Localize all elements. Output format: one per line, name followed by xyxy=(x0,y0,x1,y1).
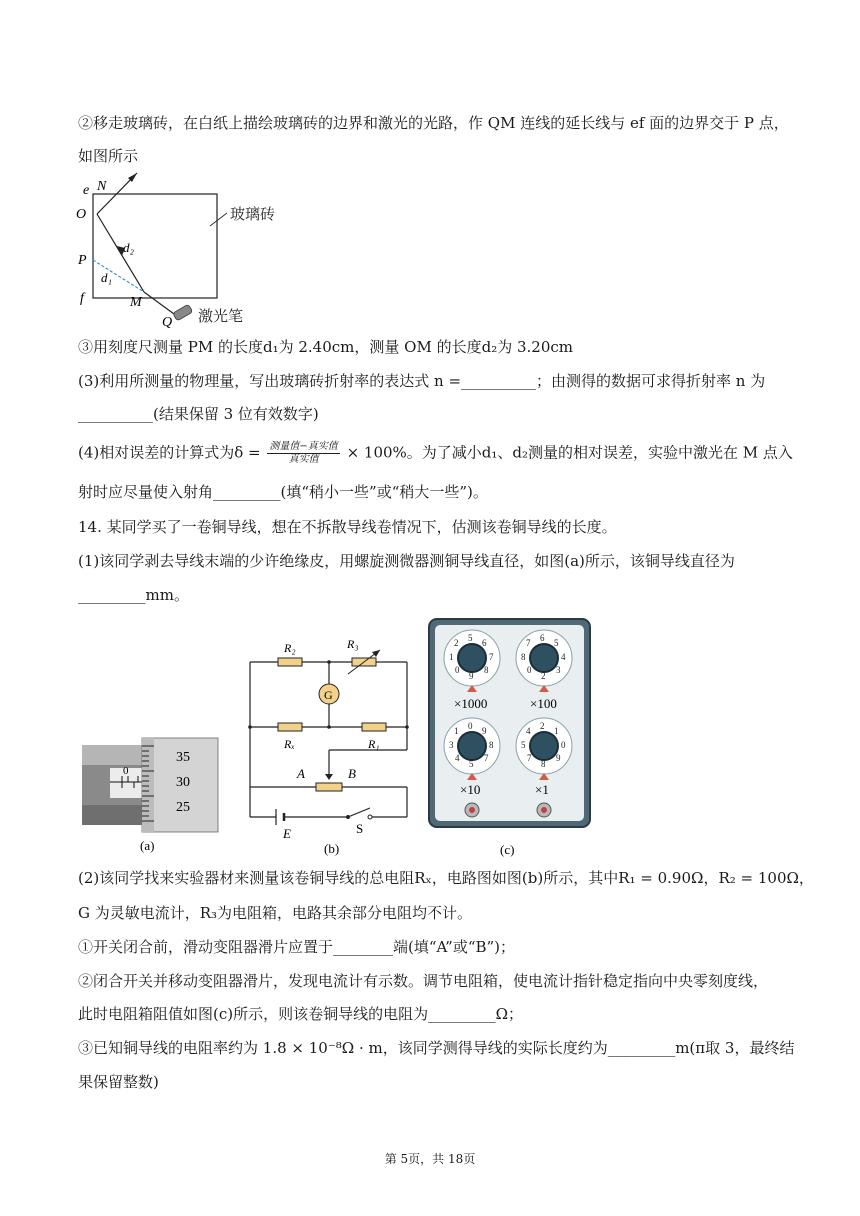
thimble-mark-30: 30 xyxy=(176,775,190,790)
fraction-denominator: 真实值 xyxy=(288,454,319,465)
q14-part1-line1: (1)该同学剥去导线末端的少许绝缘皮，用螺旋测微器测铜导线直径，如图(a)所示，该铜导线直径为 xyxy=(78,552,735,570)
glass-brick-diagram xyxy=(70,168,300,328)
svg-text:3: 3 xyxy=(556,665,561,675)
q14-step3-line1: ③已知铜导线的电阻率约为 1.8 × 10⁻⁸Ω · m，该同学测得导线的实际长度约为_________m(π取 3，最终结 xyxy=(78,1039,795,1057)
svg-text:4: 4 xyxy=(561,652,566,662)
svg-text:5: 5 xyxy=(521,740,526,750)
label-R2: R₂ xyxy=(284,641,296,655)
svg-text:1: 1 xyxy=(449,652,454,662)
svg-text:2: 2 xyxy=(454,638,459,648)
thimble-mark-35: 35 xyxy=(176,750,190,765)
svg-text:5: 5 xyxy=(469,759,474,769)
multiplier-x1: ×1 xyxy=(535,782,549,797)
svg-text:3: 3 xyxy=(449,740,454,750)
label-d1: d₁ xyxy=(101,270,113,285)
multiplier-x100: ×100 xyxy=(530,696,557,711)
svg-text:7: 7 xyxy=(489,652,494,662)
q4-text-line2: 射时应尽量使入射角_________(填“稍小一些”或“稍大一些”)。 xyxy=(78,483,488,501)
label-M: M xyxy=(130,295,142,310)
svg-text:8: 8 xyxy=(541,759,546,769)
label-f: f xyxy=(80,291,84,306)
resistor-Rx xyxy=(278,723,302,731)
svg-text:7: 7 xyxy=(527,753,532,763)
q3-text-line2: __________(结果保留 3 位有效数字) xyxy=(78,405,319,423)
thimble-mark-25: 25 xyxy=(176,800,190,815)
q14-part2-line2: G 为灵敏电流计，R₃为电阻箱，电路其余部分电阻均不计。 xyxy=(78,904,473,922)
svg-text:8: 8 xyxy=(484,665,489,675)
step3-text: ③用刻度尺测量 PM 的长度d₁为 2.40cm，测量 OM 的长度d₂为 3.20cm xyxy=(78,338,573,356)
laser-pen-icon xyxy=(173,304,193,321)
label-O: O xyxy=(76,207,87,222)
svg-text:8: 8 xyxy=(521,652,526,662)
circuit-diagram xyxy=(240,632,420,857)
svg-text:5: 5 xyxy=(468,633,473,643)
switch-contact xyxy=(368,815,372,819)
svg-text:4: 4 xyxy=(455,753,460,763)
multiplier-x1000: ×1000 xyxy=(454,696,488,711)
resistance-box-figure xyxy=(428,618,593,858)
label-R3: R₃ xyxy=(347,637,359,651)
svg-text:8: 8 xyxy=(489,740,494,750)
svg-text:9: 9 xyxy=(556,753,561,763)
q3-text-line1: (3)利用所测量的物理量，写出玻璃砖折射率的表达式 n =__________；由测得的数据可求得折射率 n 为 xyxy=(78,372,766,390)
svg-text:4: 4 xyxy=(526,726,531,736)
label-B: B xyxy=(348,766,356,781)
step2-text-line2: 如图所示 xyxy=(78,147,139,165)
resistor-R1 xyxy=(362,723,386,731)
sleeve-zero: 0 xyxy=(123,765,129,777)
multiplier-x10: ×10 xyxy=(460,782,481,797)
q14-title: 14. 某同学买了一卷铜导线，想在不拆散导线卷情况下，估测该卷铜导线的长度。 xyxy=(78,518,617,536)
q4-suffix: × 100%。为了减小d₁、d₂测量的相对误差，实验中激光在 M 点入 xyxy=(346,443,793,462)
svg-text:1: 1 xyxy=(454,726,459,736)
label-N: N xyxy=(97,179,107,194)
rheostat-AB xyxy=(316,783,342,791)
svg-text:2: 2 xyxy=(540,721,545,731)
caption-b: (b) xyxy=(324,841,340,856)
svg-text:7: 7 xyxy=(484,753,489,763)
fraction-numerator: 测量值−真实值 xyxy=(269,441,338,452)
caption-c: (c) xyxy=(500,842,515,857)
ray-incident xyxy=(144,292,174,314)
label-Rx: Rₓ xyxy=(284,737,295,751)
laser-label: 激光笔 xyxy=(198,307,244,325)
label-P: P xyxy=(78,253,87,268)
svg-text:5: 5 xyxy=(554,638,559,648)
svg-text:0: 0 xyxy=(468,721,473,731)
svg-text:2: 2 xyxy=(541,671,546,681)
label-E: E xyxy=(283,826,291,841)
relative-error-fraction xyxy=(267,441,339,466)
svg-text:9: 9 xyxy=(482,726,487,736)
step2-text-line1: ②移走玻璃砖，在白纸上描绘玻璃砖的边界和激光的光路，作 QM 连线的延长线与 ef 面的边界交于 P 点， xyxy=(78,114,789,132)
q14-step3-line2: 果保留整数) xyxy=(78,1073,159,1091)
brick-label-leader xyxy=(210,213,227,226)
svg-text:6: 6 xyxy=(482,638,487,648)
svg-text:0: 0 xyxy=(561,740,566,750)
brick-label: 玻璃砖 xyxy=(230,205,276,223)
q4-text-line1 xyxy=(78,441,793,466)
resistor-R2 xyxy=(278,658,302,666)
rheostat-slider xyxy=(325,774,333,780)
caption-a: (a) xyxy=(140,838,155,853)
svg-text:0: 0 xyxy=(527,665,532,675)
micrometer-figure xyxy=(82,730,222,855)
q14-part2-line1: (2)该同学找来实验器材来测量该卷铜导线的总电阻Rₓ，电路图如图(b)所示，其中R₁ = 0.90Ω，R₂ = 100Ω， xyxy=(78,869,814,887)
svg-text:6: 6 xyxy=(540,633,545,643)
q4-prefix: (4)相对误差的计算式为δ = xyxy=(78,443,261,462)
svg-text:0: 0 xyxy=(455,665,460,675)
q14-part1-line2: _________mm。 xyxy=(78,586,189,604)
label-S: S xyxy=(356,821,364,836)
page-footer: 第 5页，共 18页 xyxy=(384,1152,476,1166)
q14-step1: ①开关闭合前，滑动变阻器滑片应置于________端(填“A”或“B”)； xyxy=(78,938,516,956)
label-G: G xyxy=(324,688,333,702)
svg-text:7: 7 xyxy=(526,638,531,648)
svg-text:1: 1 xyxy=(554,726,559,736)
q14-step2-line2: 此时电阻箱阻值如图(c)所示，则该卷铜导线的电阻为_________Ω； xyxy=(78,1005,524,1023)
q14-step2-line1: ②闭合开关并移动变阻器滑片，发现电流计有示数。调节电阻箱，使电流计指针稳定指向中央零刻度线， xyxy=(78,972,769,990)
label-Q: Q xyxy=(162,315,173,328)
label-R1: R₁ xyxy=(368,737,380,751)
label-A: A xyxy=(297,766,305,781)
label-d2: d₂ xyxy=(123,240,135,255)
label-e: e xyxy=(83,183,90,198)
svg-text:9: 9 xyxy=(469,671,474,681)
